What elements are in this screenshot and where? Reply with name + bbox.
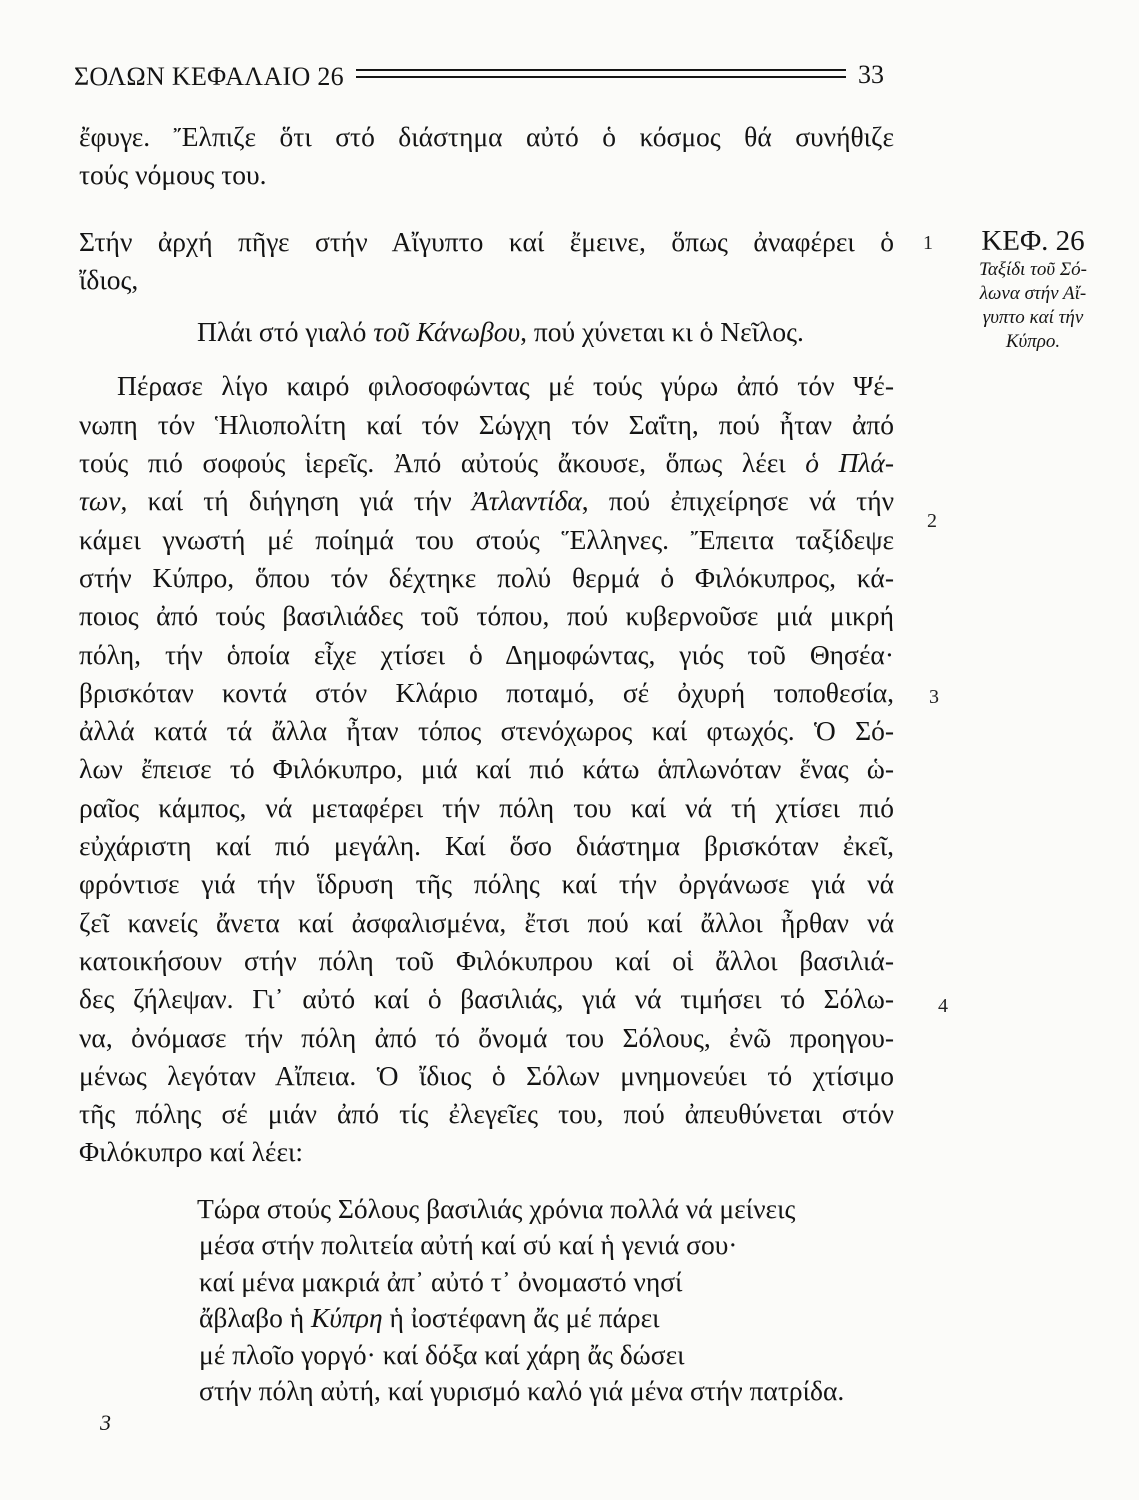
text-span: τούς πιό σοφούς ἱερεῖς. Ἀπό αὐτούς ἄκουσε, ὅπως λέει bbox=[79, 447, 806, 479]
text-line: φρόντισε γιά τήν ἵδρυση τῆς πόλης καί τήν ὀργάνωσε γιά νά bbox=[79, 868, 894, 900]
text-line: κάμει γνωστή μέ ποίημά του στούς Ἕλληνες. Ἔπειτα ταξίδεψε bbox=[79, 523, 894, 555]
text-line: ζεῖ κανείς ἄνετα καί ἀσφαλισμένα, ἔτσι πού καί ἄλλοι ἦρθαν νά bbox=[79, 906, 894, 938]
main-text bbox=[79, 118, 894, 1409]
text-line bbox=[79, 482, 894, 520]
spacer bbox=[79, 299, 894, 313]
quoted-verse-line bbox=[79, 313, 894, 351]
text-span: , πού ἐπιχείρησε νά τήν bbox=[581, 485, 895, 517]
text-line: βρισκόταν κοντά στόν Κλάριο ποταμό, σέ ὀχυρή τοποθεσία, bbox=[79, 676, 894, 708]
text-line: δες ζήλεψαν. Γι᾽ αὐτό καί ὁ βασιλιάς, γιά νά τιμήσει τό Σόλω- bbox=[79, 983, 894, 1015]
verse-line: μέ πλοῖο γοργό· καί δόξα καί χάρη ἄς δώσει bbox=[199, 1338, 685, 1370]
text-line: ἀλλά κατά τά ἄλλα ἦταν τόπος στενόχωρος καί φτωχός. Ὁ Σό- bbox=[79, 715, 894, 747]
text-line: τούς νόμους του. bbox=[79, 159, 267, 191]
margin-number: 2 bbox=[927, 510, 937, 532]
text-line: Στήν ἀρχή πῆγε στήν Αἴγυπτο καί ἔμεινε, ὅπως ἀναφέρει ὁ bbox=[79, 225, 894, 257]
running-header-title: ΣΟΛΩΝ ΚΕΦΑΛΑΙΟ 26 bbox=[74, 62, 344, 91]
text-line: Φιλόκυπρο καί λέει: bbox=[79, 1136, 304, 1168]
elegy-verse-block bbox=[79, 1190, 894, 1409]
header-double-rule bbox=[356, 69, 846, 78]
spacer bbox=[79, 351, 894, 367]
verse-line: Τώρα στούς Σόλους βασιλιάς χρόνια πολλά νά μείνεις bbox=[197, 1192, 796, 1224]
quote-text: Πλάι στό γιαλό bbox=[197, 316, 374, 348]
side-note-line: γυπτο καί τήν bbox=[982, 307, 1084, 328]
verse-line: μέσα στήν πολιτεία αὐτή καί σύ καί ἡ γενιά σου· bbox=[199, 1229, 738, 1261]
italic-name: ὁ Πλά- bbox=[805, 447, 894, 479]
text-line bbox=[79, 444, 894, 482]
verse-text: ἡ ἰοστέφανη ἄς μέ πάρει bbox=[382, 1302, 660, 1334]
verse-line bbox=[79, 1299, 894, 1336]
margin-number: 1 bbox=[923, 232, 933, 254]
side-note-line: λωνα στήν Αἴ- bbox=[979, 283, 1087, 304]
text-line: στήν Κύπρο, ὅπου τόν δέχτηκε πολύ θερμά ὁ Φιλόκυπρος, κά- bbox=[79, 561, 894, 593]
text-line: να, ὀνόμασε τήν πόλη ἀπό τό ὄνομά του Σόλους, ἐνῶ προηγου- bbox=[79, 1021, 894, 1053]
text-line: ραῖος κάμπος, νά μεταφέρει τήν πόλη του καί νά τή χτίσει πιό bbox=[79, 791, 894, 823]
chapter-side-note bbox=[958, 224, 1108, 354]
side-note-title: ΚΕΦ. 26 bbox=[981, 225, 1085, 257]
running-header bbox=[74, 52, 884, 92]
signature-mark: 3 bbox=[100, 1410, 111, 1435]
verse-text: ἄβλαβο ἡ bbox=[199, 1302, 312, 1334]
margin-number: 4 bbox=[938, 995, 948, 1017]
italic-name: Ἀτλαντίδα bbox=[471, 485, 582, 517]
quote-italic: τοῦ Κάνωβου bbox=[373, 316, 521, 348]
quote-text: , πού χύνεται κι ὁ Νεῖλος. bbox=[520, 316, 804, 348]
text-line: ἔφυγε. Ἔλπιζε ὅτι στό διάστημα αὐτό ὁ κόσμος θά συνήθιζε bbox=[79, 121, 894, 152]
text-line: νωπη τόν Ἡλιοπολίτη καί τόν Σώγχη τόν Σαΐτη, πού ἦταν ἀπό bbox=[79, 408, 894, 440]
verse-line: καί μένα μακριά ἀπ᾽ αὐτό τ᾽ ὀνομαστό νησί bbox=[199, 1265, 683, 1297]
verse-italic: Κύπρη bbox=[311, 1302, 383, 1334]
text-line: ἴδιος, bbox=[79, 263, 139, 295]
page-number: 33 bbox=[858, 60, 884, 89]
text-span: , καί τή διήγηση γιά τήν bbox=[120, 485, 472, 517]
text-line: κατοικήσουν στήν πόλη τοῦ Φιλόκυπρου καί οἱ ἄλλοι βασιλιά- bbox=[79, 944, 894, 976]
text-line: ποιος ἀπό τούς βασιλιάδες τοῦ τόπου, πού κυβερνοῦσε μιά μικρή bbox=[79, 600, 894, 632]
text-line: τῆς πόλης σέ μιάν ἀπό τίς ἐλεγεῖες του, πού ἀπευθύνεται στόν bbox=[79, 1098, 894, 1130]
text-line: πόλη, τήν ὁποία εἶχε χτίσει ὁ Δημοφώντας, γιός τοῦ Θησέα· bbox=[79, 638, 894, 670]
italic-name: των bbox=[79, 485, 121, 517]
text-line: λων ἔπεισε τό Φιλόκυπρο, μιά καί πιό κάτω ἁπλωνόταν ἕνας ὡ- bbox=[79, 753, 894, 785]
text-line: μένως λεγόταν Αἴπεια. Ὁ ἴδιος ὁ Σόλων μνημονεύει τό χτίσιμο bbox=[79, 1059, 894, 1091]
margin-number: 3 bbox=[929, 686, 939, 708]
text-line: εὐχάριστη καί πιό μεγάλη. Καί ὅσο διάστημα βρισκόταν ἐκεῖ, bbox=[79, 830, 894, 862]
side-note-line: Κύπρο. bbox=[1005, 331, 1061, 352]
verse-line: στήν πόλη αὐτή, καί γυρισμό καλό γιά μένα στήν πατρίδα. bbox=[199, 1375, 845, 1407]
paragraph-gap bbox=[79, 195, 894, 223]
side-note-line: Ταξίδι τοῦ Σό- bbox=[979, 259, 1087, 280]
text-line: Πέρασε λίγο καιρό φιλοσοφώντας μέ τούς γύρω ἀπό τόν Ψέ- bbox=[117, 370, 894, 402]
